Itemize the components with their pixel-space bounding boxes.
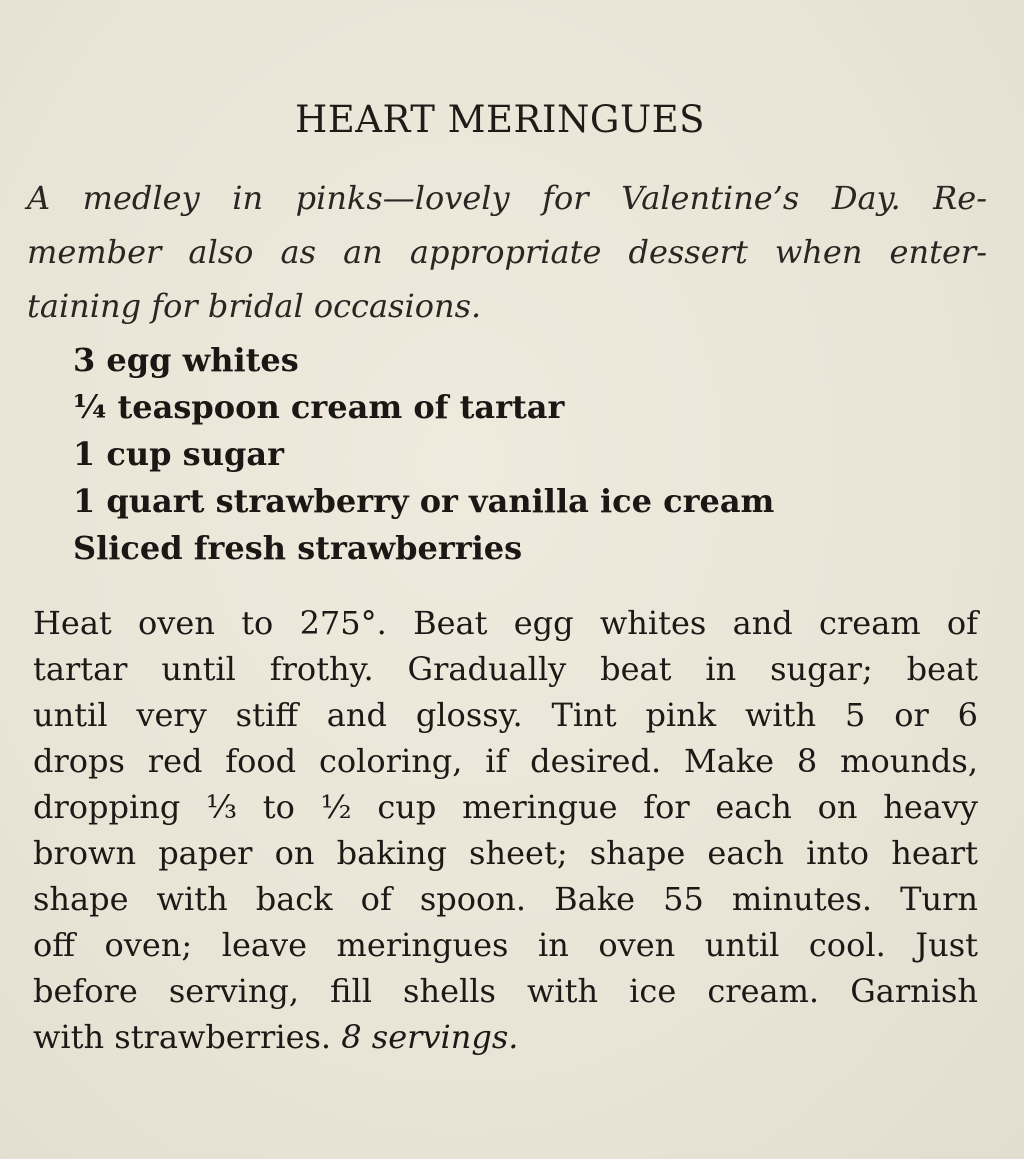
ingredient-item: Sliced fresh strawberries (73, 529, 523, 567)
recipe-title: HEART MERINGUES (295, 98, 705, 141)
ingredient-item: ¼ teaspoon cream of tartar (73, 388, 565, 426)
method-line: dropping ⅓ to ½ cup meringue for each on heavy (33, 788, 978, 826)
intro-line: taining for bridal occasions. (27, 287, 482, 325)
ingredient-item: 3 egg whites (73, 341, 299, 379)
intro-line: A medley in pinks—lovely for Valentine’s Day. Re- (27, 179, 987, 217)
method-line: brown paper on baking sheet; shape each into heart (33, 834, 978, 872)
method-line: with strawberries. (33, 1018, 332, 1056)
method-last-line (33, 1014, 978, 1060)
servings-note: 8 servings. (341, 1018, 519, 1056)
method-line: before serving, fill shells with ice cream. Garnish (33, 972, 978, 1010)
intro-line: member also as an appropriate dessert when enter- (27, 233, 987, 271)
method-line: shape with back of spoon. Bake 55 minutes. Turn (33, 880, 978, 918)
ingredient-item: 1 quart strawberry or vanilla ice cream (73, 482, 775, 520)
method-line: until very stiff and glossy. Tint pink with 5 or 6 (33, 696, 978, 734)
method-line: drops red food coloring, if desired. Make 8 mounds, (33, 742, 978, 780)
ingredient-list (73, 337, 774, 572)
method-line: Heat oven to 275°. Beat egg whites and cream of (33, 604, 978, 642)
method-line: off oven; leave meringues in oven until cool. Just (33, 926, 978, 964)
recipe-intro (27, 171, 987, 333)
method-line: tartar until frothy. Gradually beat in sugar; beat (33, 650, 978, 688)
recipe-method (33, 600, 978, 1060)
ingredient-item: 1 cup sugar (73, 435, 284, 473)
